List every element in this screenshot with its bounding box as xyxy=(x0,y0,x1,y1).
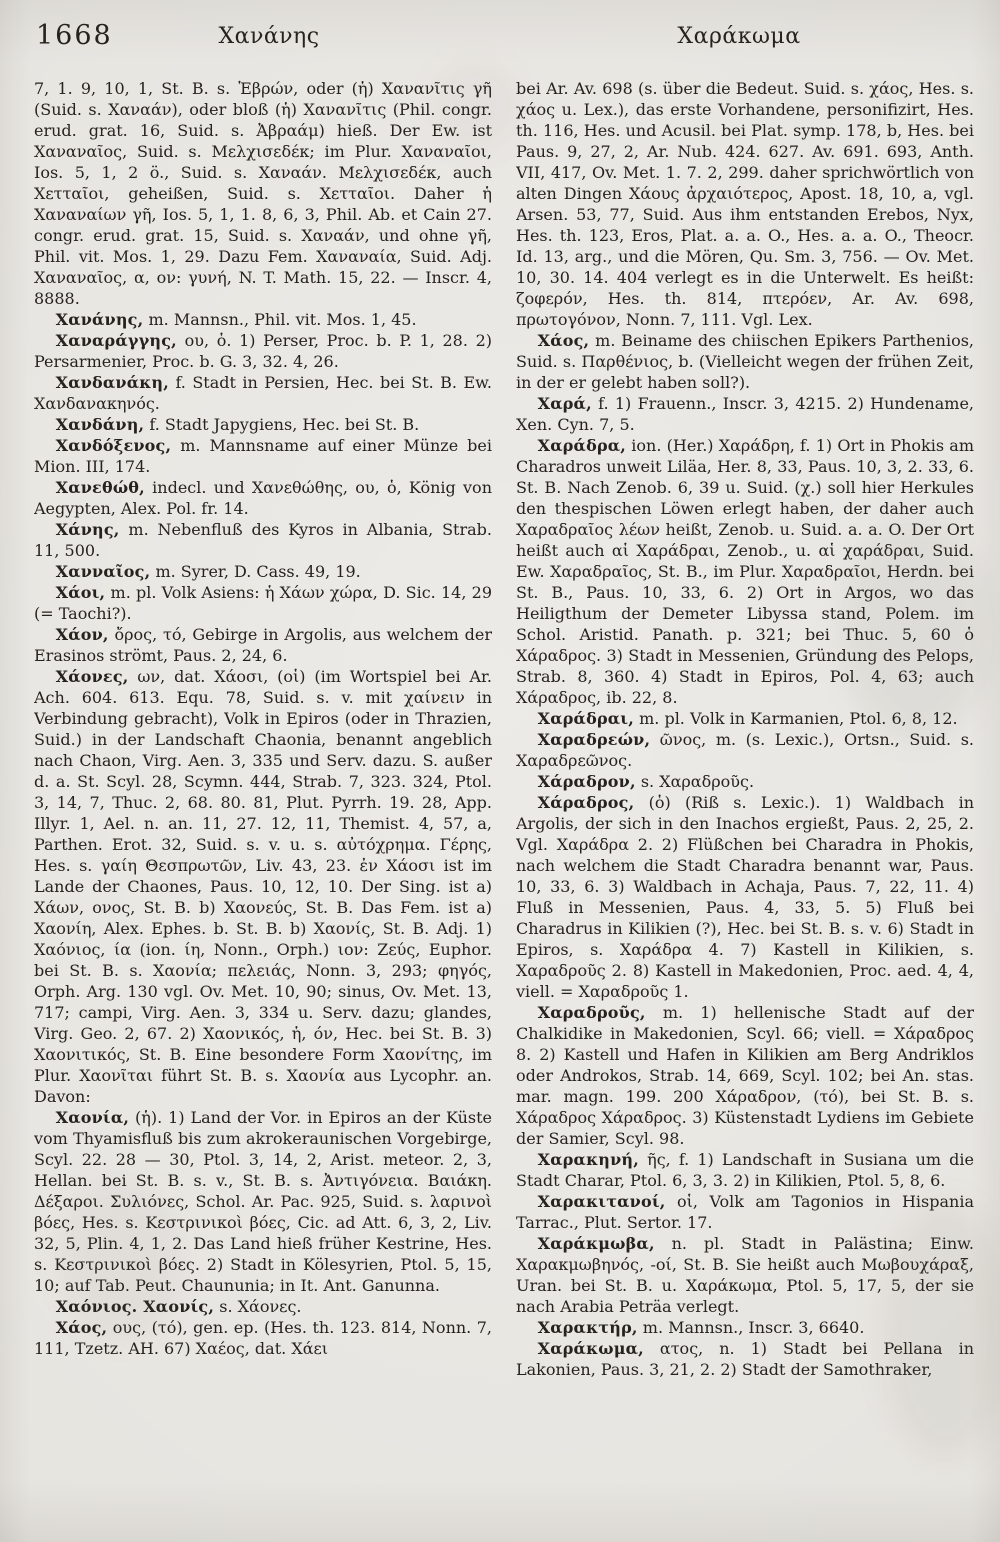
entry-text: f. Stadt Japygiens, Hec. bei St. B. xyxy=(144,415,420,434)
dictionary-entry xyxy=(34,1107,492,1296)
entry-text: ους, (τό), gen. ep. (Hes. th. 123. 814, Nonn. 7, 111, Tzetz. AH. 67) Χαέος, dat. Χάει xyxy=(34,1318,492,1358)
entry-headword: Χάος, xyxy=(55,1318,108,1337)
entry-text: (ἡ). 1) Land der Vor. in Epiros an der Küste vom Thyamisfluß bis zum akrokeraunischen Vorgebirge, Scyl. 22. 28 — 30, Ptol. 3, 14, 2, Arist. meteor. 2, 3, Hellan. bei St. B. s. v., St. B. s. Ἀντιγόνεια. Βαιάκη. Δέξαροι. Συλιόνες, Schol. Ar. Pac. 925, Suid. s. λαρινοὶ βόες, Hes. s. Κεστρινικοὶ βόες, Cic. ad Att. 6, 3, 2, Liv. 32, 5, Plin. 4, 1, 2. Das Land hieß früher Kestrine, Hes. s. Κεστρινικοὶ βόες. 2) Stadt in Kölesyrien, Ptol. 5, 15, 10; auf Tab. Peut. Chaununia; in It. Ant. Ganunna. xyxy=(34,1108,492,1295)
dictionary-entry xyxy=(516,1317,974,1338)
dictionary-entry xyxy=(34,414,492,435)
header-right-headword: Χαράκωμα xyxy=(677,24,801,49)
entry-headword: Χαράδρα, xyxy=(537,436,627,455)
entry-headword: Χανδανάκη, xyxy=(55,373,170,392)
entry-text: m. Nebenfluß des Kyros in Albania, Strab. 11, 500. xyxy=(34,520,492,560)
dictionary-entry xyxy=(516,708,974,729)
dictionary-entry xyxy=(516,1338,974,1380)
dictionary-entry xyxy=(34,519,492,561)
entry-text: (ὁ) (Riß s. Lexic.). 1) Waldbach in Argolis, der sich in den Inachos ergießt, Paus. 2, 25, 2. Vgl. Χαράδρα 2. 2) Flüßchen bei Charadra in Phokis, nach welchem die Stadt Charadra benannt war, Paus. 10, 33, 6. 3) Waldbach in Achaja, Paus. 7, 22, 11. 4) Fluß in Messenien, Paus. 4, 33, 5. 5) Fluß bei Charadrus in Kilikien (?), Hec. bei St. B. s. v. 6) Stadt in Epiros, s. Χαράδρα 4. 7) Kastell in Kilikien, s. Χαραδροῦς 2. 8) Kastell in Makedonien, Proc. aed. 4, 4, viell. = Χαραδροῦς 1. xyxy=(516,793,974,1001)
dictionary-entry xyxy=(516,729,974,771)
dictionary-entry xyxy=(34,561,492,582)
entry-text: ων, dat. Χάοσι, (οἱ) (im Wortspiel bei Ar. Ach. 604. 613. Equ. 78, Suid. s. v. mit χαίνειν in Verbindung gebracht), Volk in Epiros (oder in Thrazien, Suid.) in der Landschaft Chaonia, benannt angeblich nach Chaon, Virg. Aen. 3, 335 und Serv. dazu. S. außer d. a. St. Scyl. 28, Scymn. 444, Strab. 7, 323. 324, Ptol. 3, 14, 7, Thuc. 2, 68. 80. 81, Plut. Pyrrh. 19. 28, App. Illyr. 1, Ael. n. an. 11, 27. 12, 11, Themist. 4, 57, a, Parthen. Erot. 32, Suid. s. v. u. s. αὐτόχρημα. Γέρης, Hes. s. γαίη Θεσπρωτῶν, Liv. 43, 23. ἐν Χάοσι ist im Lande der Chaones, Paus. 10, 12, 10. Der Sing. ist a) Χάων, ονος, St. B. b) Χαονεύς, St. B. Das Fem. ist a) Χαονίη, Alex. Ephes. b. St. B. b) Χαονίς, St. B. Adj. 1) Χαόνιος, ία (ion. ίη, Nonn., Orph.) ιον: Ζεύς, Euphor. bei St. B. s. Χαονία; πελειάς, Nonn. 3, 293; φηγός, Orph. Arg. 130 vgl. Ov. Met. 10, 90; sinus, Ov. Met. 13, 717; campi, Virg. Aen. 3, 334 u. Serv. dazu; glandes, Virg. Geo. 2, 67. 2) Χαονικός, ἡ, όν, Hec. bei St. B. 3) Χαονιτικός, St. B. Eine besondere Form Χαονίτης, im Plur. Χαονῖται führt St. B. s. Χαονία aus Lycophr. an. Davon: xyxy=(34,667,492,1106)
dictionary-entry xyxy=(34,1296,492,1317)
entry-headword: Χάονες, xyxy=(55,667,129,686)
entry-headword: Χάραδρον, xyxy=(537,772,636,791)
entry-headword: Χαρακτήρ, xyxy=(537,1318,638,1337)
entry-headword: Χαράδραι, xyxy=(537,709,635,728)
dictionary-entry xyxy=(34,372,492,414)
header-left-half xyxy=(34,20,504,54)
entry-headword: Χαρακηνή, xyxy=(537,1150,640,1169)
dictionary-entry xyxy=(516,1149,974,1191)
dictionary-entry xyxy=(516,330,974,393)
entry-text: bei Ar. Av. 698 (s. über die Bedeut. Suid. s. χάος, Hes. s. χάος u. Lex.), das erste Vorhandene, personifizirt, Hes. th. 116, Hes. und Acusil. bei Plat. symp. 178, b, Hes. bei Paus. 9, 27, 2, Ar. Nub. 424. 627. Av. 691. 693, Anth. VII, 417, Ov. Met. 1. 7. 2, 299. daher sprichwörtlich von alten Dingen Χάους ἀρχαιότερος, Apost. 18, 10, a, vgl. Arsen. 53, 77, Suid. Aus ihm entstanden Erebos, Nyx, Hes. th. 123, Eros, Plat. a. a. O., Hes. a. a. O., Theocr. Id. 13, arg., und die Mören, Qu. Sm. 3, 756. — Ov. Met. 10, 30. 14. 404 verlegt es in die Unterwelt. Es heißt: ζοφερόν, Hes. th. 814, πτερόεν, Ar. Av. 698, πρωτογόνον, Nonn. 7, 111. Vgl. Lex. xyxy=(516,79,974,329)
running-header xyxy=(34,20,974,78)
entry-text: ion. (Her.) Χαράδρη, f. 1) Ort in Phokis am Charadros unweit Liläa, Her. 8, 33, Paus. 10, 3, 2. 33, 6. St. B. Nach Zenob. 6, 39 u. Suid. (χ.) soll hier Herkules den thespischen Löwen erlegt haben, der daher auch Χαραδραῖος λέων heißt, Zenob. u. Suid. a. a. O. Der Ort heißt auch αἱ Χαράδραι, Zenob., u. αἱ χαράδραι, Suid. Ew. Χαραδραῖος, St. B., im Plur. Χαραδραῖοι, Herdn. bei St. B., Paus. 10, 33, 6. 2) Ort in Argos, wo das Heiligthum der Demeter Libyssa stand, Polem. im Schol. Aristid. Panath. p. 321; bei Thuc. 5, 60 ὁ Χάραδρος. 3) Stadt in Messenien, Gründung des Pelops, Strab. 8, 360. 4) Stadt in Epiros, Pol. 4, 63; auch Χάραδρος, ib. 22, 8. xyxy=(516,436,974,707)
entry-headword: Χάνης, xyxy=(55,520,120,539)
entry-text: ατος, n. 1) Stadt bei Pellana in Lakonien, Paus. 3, 21, 2. 2) Stadt der Samothraker, xyxy=(516,1339,974,1379)
dictionary-entry xyxy=(34,477,492,519)
entry-text: s. Χαραδροῦς. xyxy=(635,772,755,791)
entry-headword: Χανάνης, xyxy=(55,310,144,329)
entry-headword: Χάοι, xyxy=(55,583,106,602)
entry-headword: Χαρά, xyxy=(537,394,592,413)
entry-headword: Χάος, xyxy=(537,331,590,350)
entry-headword: Χαραδροῦς, xyxy=(537,1003,646,1022)
entry-headword: Χάραδρος, xyxy=(537,793,635,812)
dictionary-entry xyxy=(516,1191,974,1233)
dictionary-entry xyxy=(516,792,974,1002)
entry-text: m. 1) hellenische Stadt auf der Chalkidike in Makedonien, Scyl. 66; viell. = Χάραδρος 8. 2) Kastell und Hafen in Kilikien am Berg Andriklos oder Androkos, Strab. 14, 669, Scyl. 102; bei An. stas. mar. magn. 199. 200 Χάραδρον, (τό), bei St. B. s. Χάραδρος Χάραδρος. 3) Küstenstadt Lydiens im Gebiete der Samier, Scyl. 98. xyxy=(516,1003,974,1148)
entry-text: f. Stadt in Persien, Hec. bei St. B. Ew. Χανδανακηνός. xyxy=(34,373,492,413)
header-right-half xyxy=(504,20,974,54)
dictionary-entry xyxy=(516,1002,974,1149)
entry-text: ου, ὁ. 1) Perser, Proc. b. P. 1, 28. 2) Persarmenier, Proc. b. G. 3, 32. 4, 26. xyxy=(34,331,492,371)
dictionary-entry xyxy=(34,666,492,1107)
dictionary-entry xyxy=(34,1317,492,1359)
entry-headword: Χαράκωμα, xyxy=(537,1339,644,1358)
dictionary-entry xyxy=(34,330,492,372)
entry-headword: Χάον, xyxy=(55,625,109,644)
entry-continuation xyxy=(34,78,492,309)
entry-headword: Χανδόξενος, xyxy=(55,436,172,455)
dictionary-entry xyxy=(34,624,492,666)
right-column xyxy=(516,78,974,1518)
page-number: 1668 xyxy=(36,20,113,51)
entry-text: ῆς, f. 1) Landschaft in Susiana um die Stadt Charar, Ptol. 6, 3, 3. 2) in Kilikien, Ptol. 5, 8, 6. xyxy=(516,1150,974,1190)
dictionary-entry xyxy=(516,771,974,792)
entry-headword: Χανδάνη, xyxy=(55,415,145,434)
dictionary-entry xyxy=(516,1233,974,1317)
entry-headword: Χαρακιτανοί, xyxy=(537,1192,666,1211)
entry-text: s. Χάονες. xyxy=(214,1297,302,1316)
header-left-headword: Χανάνης xyxy=(218,24,320,49)
entry-text: m. Beiname des chiischen Epikers Parthenios, Suid. s. Παρθένιος, b. (Vielleicht wegen der frühen Zeit, in der er gelebt haben soll?). xyxy=(516,331,974,392)
entry-text: f. 1) Frauenn., Inscr. 3, 4215. 2) Hundename, Xen. Cyn. 7, 5. xyxy=(516,394,974,434)
entry-headword: Χαόνιος. Χαονίς, xyxy=(55,1297,215,1316)
entry-headword: Χαναράγγης, xyxy=(55,331,177,350)
entry-continuation xyxy=(516,78,974,330)
entry-headword: Χανναῖος, xyxy=(55,562,151,581)
dictionary-entry xyxy=(34,309,492,330)
entry-headword: Χαράκμωβα, xyxy=(537,1234,655,1253)
entry-text: m. pl. Volk in Karmanien, Ptol. 6, 8, 12. xyxy=(634,709,958,728)
dictionary-entry xyxy=(516,393,974,435)
entry-text: 7, 1. 9, 10, 1, St. B. s. Ἑβρών, oder (ἡ) Χανανῖτις γῆ (Suid. s. Χαναάν), oder bloß (ἡ) Χανανῖτις (Phil. congr. erud. grat. 16, Suid. s. Ἀβραάμ) hieß. Der Ew. ist Χαναναῖος, Suid. s. Μελχισεδέκ; im Plur. Χαναναῖοι, Ios. 5, 1, 2 ö., Suid. s. Χαναάν. Μελχισεδέκ, auch Χετταῖοι, geheißen, Suid. s. Χετταῖοι. Daher ἡ Χαναναίων γῆ, Ios. 5, 1, 1. 8, 6, 3, Phil. Ab. et Cain 27. congr. erud. grat. 15, Suid. s. Χαναάν, und ohne γῆ, Phil. vit. Mos. 1, 29. Dazu Fem. Χαναναία, Suid. Adj. Χαναναῖος, α, ον: γυνή, N. T. Math. 15, 22. — Inscr. 4, 8888. xyxy=(34,79,492,308)
dictionary-entry xyxy=(516,435,974,708)
entry-text: ῶνος, m. (s. Lexic.), Ortsn., Suid. s. Χαραδρεῶνος. xyxy=(516,730,974,770)
left-column xyxy=(34,78,492,1518)
entry-text: n. pl. Stadt in Palästina; Einw. Χαρακμωβηνός, -οί, St. B. Sie heißt auch Μωβουχάραξ, Uran. bei St. B. u. Χαράκωμα, Ptol. 5, 17, 5, der sie nach Arabia Peträa verlegt. xyxy=(516,1234,974,1316)
entry-text: m. Mannsn., Inscr. 3, 6640. xyxy=(637,1318,865,1337)
entry-headword: Χαραδρεών, xyxy=(537,730,651,749)
entry-text: οἱ, Volk am Tagonios in Hispania Tarrac., Plut. Sertor. 17. xyxy=(516,1192,974,1232)
entry-text: ὄρος, τό, Gebirge in Argolis, aus welchem der Erasinos strömt, Paus. 2, 24, 6. xyxy=(34,625,492,665)
entry-headword: Χαονία, xyxy=(55,1108,130,1127)
entry-text: m. Syrer, D. Cass. 49, 19. xyxy=(150,562,361,581)
entry-text: m. Mannsn., Phil. vit. Mos. 1, 45. xyxy=(143,310,417,329)
text-columns xyxy=(34,78,974,1518)
entry-text: m. Mannsname auf einer Münze bei Mion. III, 174. xyxy=(34,436,492,476)
entry-text: m. pl. Volk Asiens: ἡ Χάων χώρα, D. Sic. 14, 29 (= Taochi?). xyxy=(34,583,492,623)
entry-text: indecl. und Χανεθώθης, ου, ὁ, König von Aegypten, Alex. Pol. fr. 14. xyxy=(34,478,492,518)
dictionary-entry xyxy=(34,435,492,477)
dictionary-entry xyxy=(34,582,492,624)
entry-headword: Χανεθώθ, xyxy=(55,478,145,497)
